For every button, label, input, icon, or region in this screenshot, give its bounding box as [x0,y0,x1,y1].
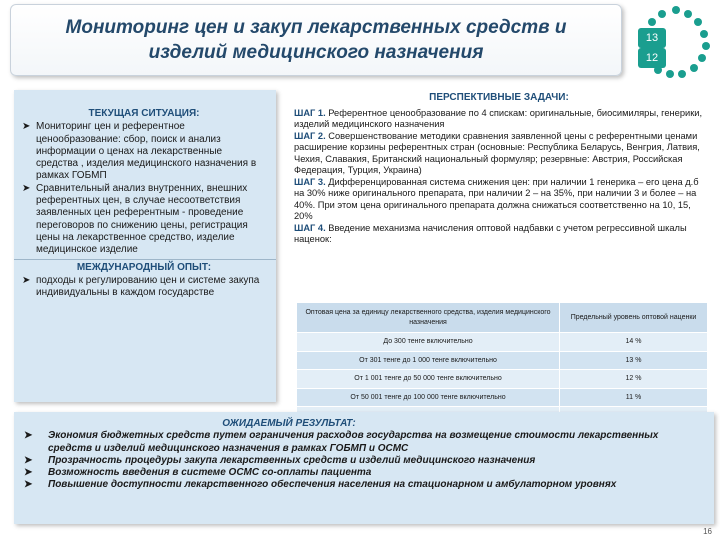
bullet-arrow-icon: ➤ [22,274,31,286]
step-3-label: ШАГ 3. [294,176,326,187]
clock-dot [698,54,706,62]
table-row [297,388,708,407]
table-cell: 11 % [560,388,708,407]
result-bullet-text: Повышение доступности лекарственного обеспечения населения на стационарном и амбулаторном уровнях [48,479,617,491]
title-box [10,4,622,76]
divider [14,259,276,260]
step-1-label: ШАГ 1. [294,108,326,118]
left-bullet [22,183,266,257]
step-1-text: Референтное ценообразование по 4 спискам: оригинальные, биосимиляры, генерики, изделий медицинского назначения [294,108,703,130]
international-experience-heading: МЕЖДУНАРОДНЫЙ ОПЫТ: [76,261,212,273]
table-cell: 14 % [560,333,708,352]
result-bullet-text: Экономия бюджетных средств путем ограничения расходов государства на возмещение стоимости лекарственных средств и изделий медицинского назначения в рамках ГОБМП и ОСМС [48,430,659,454]
table-row [297,370,708,389]
expected-result-panel [14,412,714,524]
clock-dot [690,64,698,72]
future-tasks-heading: ПЕРСПЕКТИВНЫЕ ЗАДАЧИ: [429,92,569,103]
table-header-cell: Предельный уровень оптовой наценки [560,303,708,333]
table-cell: От 1 001 тенге до 50 000 тенге включительно [297,370,560,389]
step-4-text: Введение механизма начисления оптовой надбавки с учетом регрессивной шкалы наценок: [294,222,687,244]
result-bullet [24,479,704,491]
table-cell: До 300 тенге включительно [297,333,560,352]
clock-badge-top: 13 [638,28,666,48]
clock-dot [702,42,710,50]
page-number: 16 [703,527,712,536]
step-4-label: ШАГ 4. [294,222,326,233]
left-bullet-text: Сравнительный анализ внутренних, внешних референтных цен, в случае несоответствия заявленных цен референтным - проведение переговоров по снижению цены, регистрация цены на лекарственное средство, изделие медицинское изделие [36,182,248,256]
markup-table [296,302,708,426]
clock-dot [648,18,656,26]
result-bullet-text: Прозрачность процедуры закупа лекарственных средств и изделий медицинского назначения [48,454,536,466]
result-bullet [24,430,704,455]
clock-dot [658,10,666,18]
step-3-text: Дифференцированная система снижения цен: при наличии 1 генерика – его цена д.б на 30% ниже оригинального препарата, при наличии 2 – на 35%, при наличии 3 и более – на 40%. При этом цена оригинального препарата должна снижаться соответственно на 10, 15, 20% [294,176,699,222]
table-cell: От 301 тенге до 1 000 тенге включительно [297,351,560,370]
left-bullet [22,275,266,300]
bullet-arrow-icon: ➤ [24,467,33,479]
clock-dot [684,10,692,18]
bullet-arrow-icon: ➤ [24,479,33,491]
bullet-arrow-icon: ➤ [24,454,33,466]
table-cell: 12 % [560,370,708,389]
step-2-text: Совершенствование методики сравнения заявленной цены с референтными ценами расширение корзины референтных стран (основные: Республика Беларусь, Венгрия, Латвия, Чехия, Славакия, Британский национальный формуляр; резервные: Австрия, Российская Федерация, Турция, Украина) [294,130,700,176]
clock-dot [700,30,708,38]
clock-dot [694,18,702,26]
step-2-label: ШАГ 2. [294,130,326,141]
page-title: Мониторинг цен и закуп лекарственных средств и изделий медицинского назначения [65,17,567,63]
bullet-arrow-icon: ➤ [22,121,31,133]
table-cell: От 50 001 тенге до 100 000 тенге включительно [297,388,560,407]
result-bullet-text: Возможность введения в системе ОСМС со-оплаты пациента [48,467,372,479]
left-bullet [22,121,266,182]
clock-dot [666,70,674,78]
table-cell: 13 % [560,351,708,370]
clock-dot [654,66,662,74]
expected-result-heading: ОЖИДАЕМЫЙ РЕЗУЛЬТАТ: [222,418,356,429]
bullet-arrow-icon: ➤ [24,430,33,442]
current-situation-panel [14,90,276,402]
table-header-row [297,303,708,333]
left-bullet-text: Мониторинг цен и референтное ценообразование: сбор, поиск и анализ информации о ценах на лекарственные средства , изделия медицинского назначения в рамках ГОБМП [36,121,257,182]
clock-graphic [620,2,716,82]
table-row [297,333,708,352]
table-header-cell: Оптовая цена за единицу лекарственного средства, изделия медицинского назначения [297,303,560,333]
left-bullet-text: подходы к регулированию цен и системе закупа индивидуальны в каждом государстве [36,274,260,299]
result-bullet [24,467,704,479]
result-bullet [24,455,704,467]
clock-badge-bottom: 12 [638,48,666,68]
clock-dot [678,70,686,78]
future-tasks-panel [290,108,708,298]
table-row [297,351,708,370]
bullet-arrow-icon: ➤ [22,182,31,194]
clock-dot [672,6,680,14]
current-situation-heading: ТЕКУЩАЯ СИТУАЦИЯ: [88,108,200,119]
